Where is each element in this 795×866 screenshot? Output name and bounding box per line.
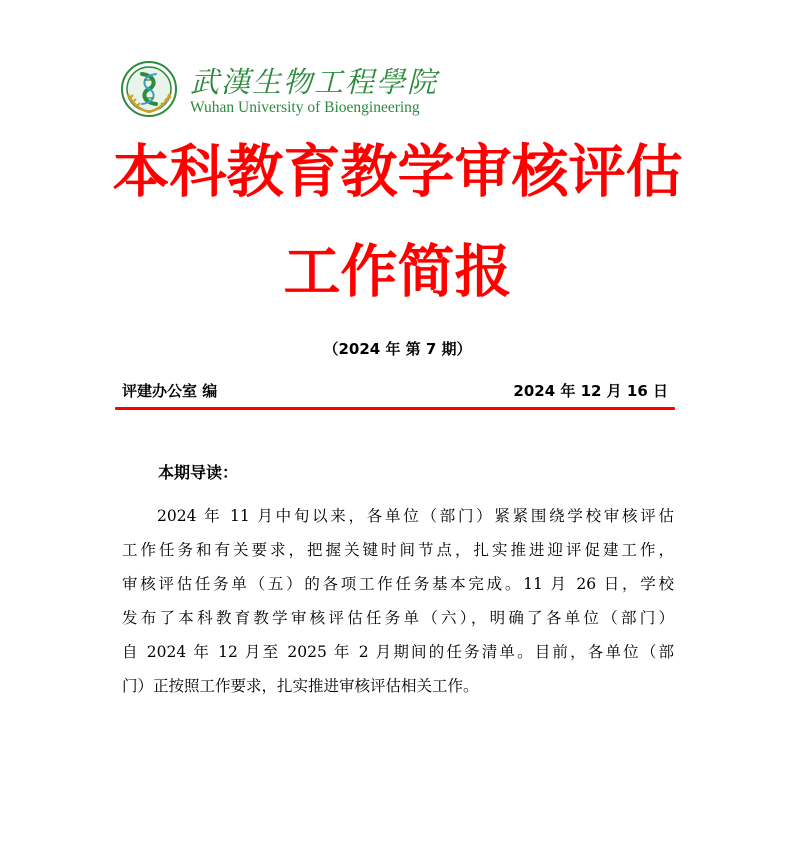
university-emblem-icon [120,60,178,118]
lead-paragraph [122,502,674,706]
university-name-english: Wuhan University of Bioengineering [190,99,420,116]
bulletin-title: 本科教育教学审核评估 [112,139,683,205]
issue-date: 2024 年 12 月 16 日 [513,382,668,400]
university-name-chinese: 武漢生物工程學院 [190,65,439,99]
paragraph-line: 2024 年 11 月中旬以来，各单位（部门）紧紧围绕学校审核评估 [157,507,674,525]
bulletin-subtitle: 工作简报 [283,239,512,305]
paragraph-line: 工作任务和有关要求，把握关键时间节点，扎实推进迎评促建工作， [122,541,674,559]
editor-date-row [122,379,668,403]
lead-heading: 本期导读： [158,463,239,482]
university-logo [120,56,450,120]
paragraph-line: 发布了本科教育教学审核评估任务单（六），明确了各单位（部门） [122,609,674,627]
header-divider [115,407,675,410]
paragraph-line: 门）正按照工作要求，扎实推进审核评估相关工作。 [122,677,479,695]
paragraph-line: 自 2024 年 12 月至 2025 年 2 月期间的任务清单。目前，各单位（部 [122,643,674,661]
editor-label: 评建办公室 编 [122,382,218,400]
paragraph-line: 审核评估任务单（五）的各项工作任务基本完成。11 月 26 日，学校 [122,575,674,593]
issue-number: （2024 年 第 7 期） [323,340,472,358]
